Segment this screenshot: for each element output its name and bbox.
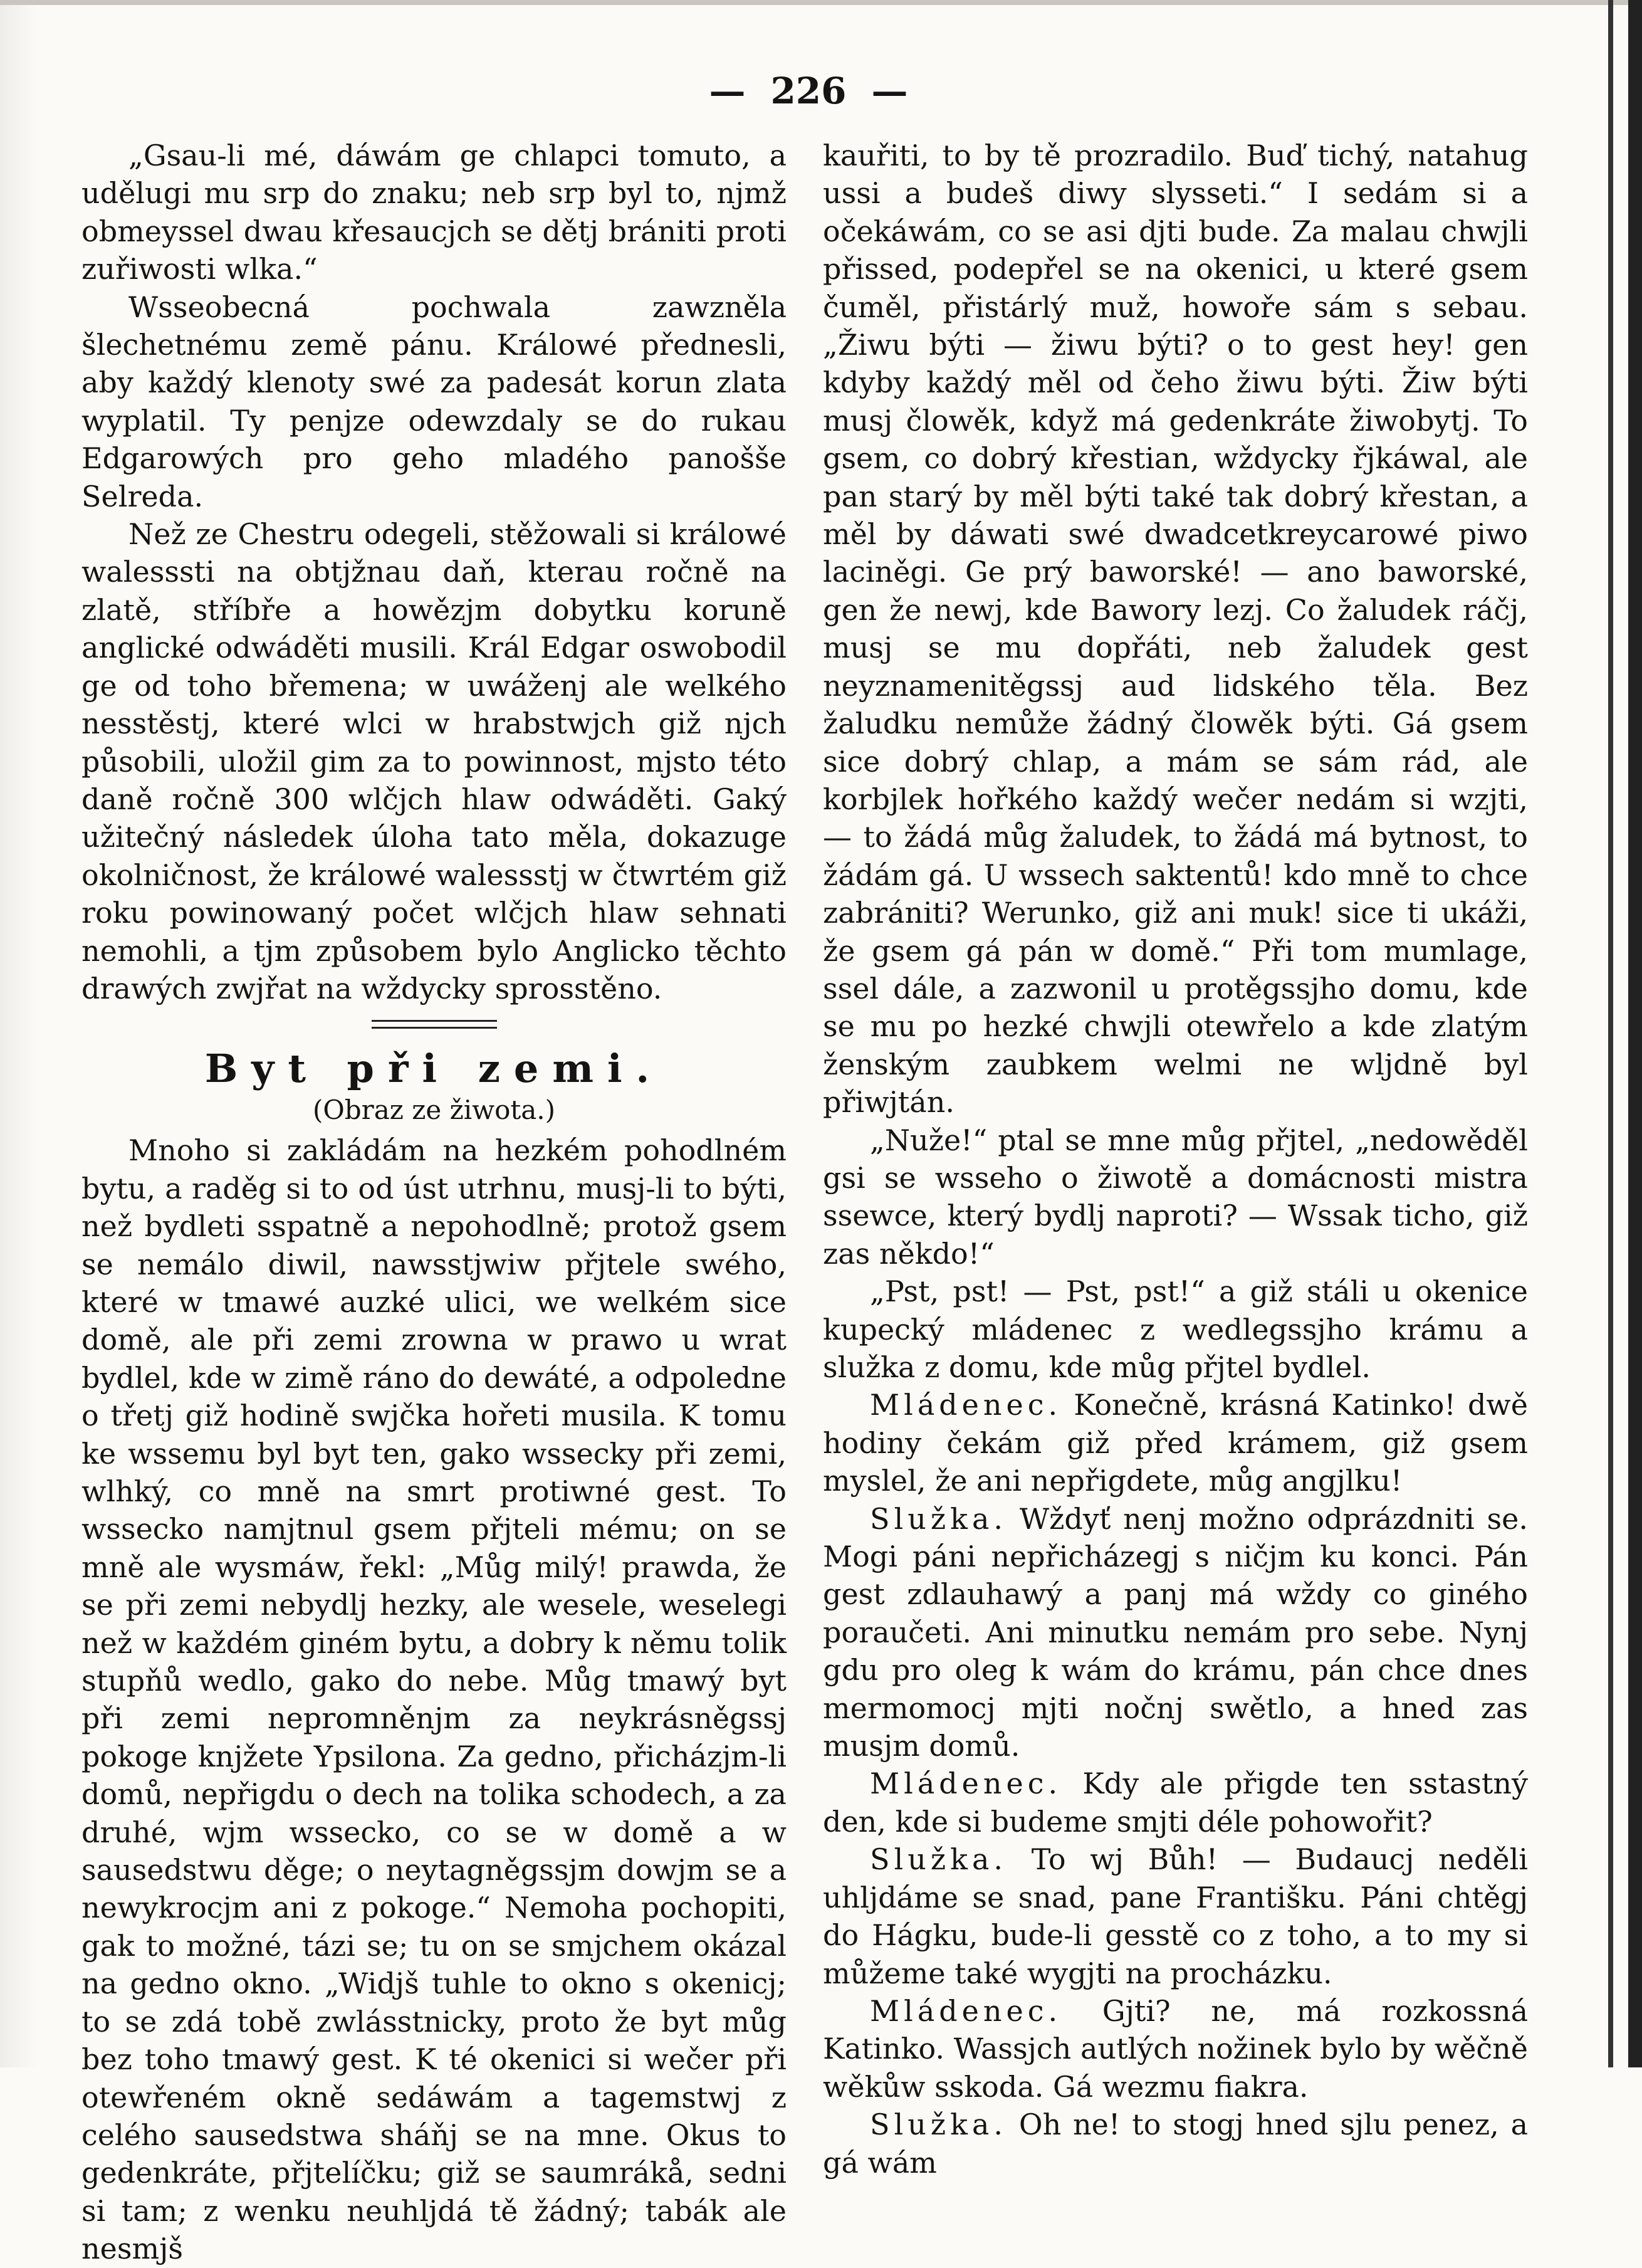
dialogue-text: Kdy ale přigde ten sstastný den, kde si budeme smjti déle pohowořit? [823,1767,1529,1839]
dialogue-text: Konečně, krásná Katinko! dwě hodiny čekám giž před krámem, giž gsem myslel, že ani nepřigdete, můg angjlku! [823,1388,1528,1498]
scan-right-edge [1628,0,1642,2067]
speaker-name: Mládenec. [870,1388,1062,1422]
page-header [689,63,928,119]
right-column [823,137,1528,2181]
left-paragraphs-before [81,137,787,1007]
speaker-name: Mládenec. [870,1767,1062,1801]
dialogue-text: To wj Bůh! — Budaucj neděli uhljdáme se snad, pane Františku. Páni chtěgj do Hágku, bude-li gesstě co z toho, a to my si můžeme také wygjti na procházku. [823,1842,1528,1990]
header-dash-left: — [709,70,746,112]
scan-inner-border [1608,0,1613,2067]
scan-top-edge [0,0,1642,5]
page-number: 226 [770,70,847,112]
left-column [81,137,787,2268]
article-subtitle: (Obraz ze žiwota.) [312,1095,556,1126]
paragraph: „Pst, pst! — Pst, pst!“ a giž stáli u okenice kupecký mládenec z wedlegssjho krámu a služka z domu, kde můg přjtel bydlel. [823,1274,1528,1384]
dialogue-section [823,1386,1528,2181]
paragraph: Mnoho si zakládám na hezkém pohodlném bytu, a raděg si to od úst utrhnu, musj-li to býti, než bydleti sspatně a nepohodlně; protož gsem se nemálo diwil, nawsstjwiw přjtele swého, které w tmawé auzké ulici, we welkém sice domě, ale při zemi zrowna w prawo u wrat bydlel, kde w zimě ráno do dewáté, a odpoledne o třetj giž hodině swjčka hořeti musila. K tomu ke wssemu byl byt ten, gako wssecky při zemi, wlhký, co mně na smrt protiwné gest. To wssecko namjtnul gsem přjteli mému; on se mně ale wysmáw, řekl: „Můg milý! prawda, že se při zemi nebydlj hezky, ale wesele, weselegi než w každém giném bytu, a dobry k němu tolik stupňů wedlo, gako do nebe. Můg tmawý byt při zemi nepromněnjm za neykrásněgssj pokoge knjžete Ypsilona. Za gedno, přicházjm-li domů, nepřigdu o dech na tolika schodech, a za druhé, wjm wssecko, co se w domě a w sausedstwu děge; o neytagněgssjm dowjm se a newykrocjm ani z pokoge.“ Nemoha pochopiti, gak to možné, tázi se; tu on se smjchem okázal na gedno okno. „Widjš tuhle to okno s okenicj; to se zdá tobě zwlásstnicky, proto že byt můg bez toho tmawý gest. K té okenici si wečer při otewřeném okně sedáwám a tagemstwj z celého sausedstwa sháňj se na mne. Okus to gedenkráte, přjtelíčku; giž se saumrákå, sedni si tam; z wenku neuhljdá tě žádný; tabák ale nesmjš [81,1133,787,2266]
speaker-name: Služka. [870,1842,1008,1877]
paragraph: kauřiti, to by tě prozradilo. Buď tichý, natahug ussi a budeš diwy slysseti.“ I sedám si a očekáwám, co se asi djti bude. Za malau chwjli přissed, podepřel se na okenici, u které gsem čuměl, přistárlý muž, howoře sám s sebau. „Žiwu býti — žiwu býti? o to gest hey! gen kdyby každý měl od čeho žiwu býti. Žiw býti musj člowěk, když má gedenkráte žiwobytj. To gsem, co dobrý křestian, wždycky řjkáwal, ale pan starý by měl býti také tak dobrý křestan, a měl by dáwati swé dwadcetkreycarowé piwo laciněgi. Ge prý baworské! — ano baworské, gen že newj, kde Bawory lezj. Co žaludek ráčj, musj se mu dopřáti, neb žaludek gest neyznamenitěgssj aud lidského těla. Bez žaludku nemůže žádný člowěk býti. Gá gsem sice dobrý chlap, a mám se sám rád, ale korbjlek hořkého každý wečer nedám si wzjti, — to žádá můg žaludek, to žádá má bytnost, to žádám gá. U wssech saktentů! kdo mně to chce zabrániti? Werunko, giž ani muk! sice ti ukáži, že gsem gá pán w domě.“ Při tom mumlage, ssel dále, a zazwonil u protěgssjho domu, kde se mu po hezké chwjli otewřelo a kde zlatým ženským zaubkem welmi ne wljdně byl přiwjtán. [823,139,1528,1120]
dialogue-text: Oh ne! to stogj hned sjlu penez, a gá wám [823,2108,1528,2180]
dialogue-line [823,1500,1528,1765]
dialogue-text: Wždyť nenj možno odprázdniti se. Mogi páni nepřicházegj s ničjm ku konci. Pán gest zdlauhawý a panj má wždy co giného poraučeti. Ani minutku nemám pro sebe. Nynj gdu pro oleg k wám do krámu, pán chce dnes mermomocj mjti nočnj swětlo, a hned zas musjm domů. [823,1501,1528,1763]
paragraph: „Nuže!“ ptal se mne můg přjtel, „nedowěděl gsi se wsseho o žiwotě a domácnosti mistra ssewce, který bydlj naproti? — Wssak ticho, giž zas někdo!“ [823,1123,1528,1271]
paragraph: Než ze Chestru odegeli, stěžowali si králowé walesssti na obtjžnau daň, kterau ročně na zlatě, stříbře a howězjm dobytku koruně anglické odwáděti musili. Král Edgar oswobodil ge od toho břemena; w uwáženj ale welkého nesstěstj, které wlci w hrabstwjch giž njch působili, uložil gim za to powinnost, mjsto této daně ročně 300 wlčjch hlaw odwáděti. Gaký užitečný následek úloha tato měla, dokazuge okolničnost, že králowé walessstj w čtwrtém giž roku powinowaný počet wlčjch hlaw sehnati nemohli, a tjm způsobem bylo Anglicko těchto drawých zwjřat na wždycky sprosstěno. [81,517,787,1005]
dialogue-line [823,2106,1528,2181]
dialogue-line [823,1840,1528,1992]
left-paragraphs-after [81,1131,787,2267]
right-paragraphs [823,137,1528,1386]
paragraph: Wssеobecná pochwala zawzněla šlechetnému země pánu. Králowé přednesli, aby každý klenoty swé za padesát korun zlata wyplatil. Ty penjze odewzdaly se do rukau Edgarowých pro geho mladého panošše Selreda. [81,290,787,513]
section-divider [372,1020,497,1029]
dialogue-text: Gjti? ne, má rozkossná Katinko. Wassjch autlých nožinek bylo by wěčně wěkůw sskoda. Gá wezmu fiakra. [823,1993,1529,2104]
article-title: Byt při zemi. [204,1046,664,1092]
dialogue-line [823,1386,1528,1499]
paragraph: „Gsau-li mé, dáwám ge chlapci tomuto, a udělugi mu srp do znaku; neb srp byl to, njmž obmeyssel dwau křesaucjch se dětj brániti proti zuřiwosti wlka.“ [81,139,787,286]
dialogue-line [823,1765,1528,1840]
speaker-name: Mládenec. [870,1993,1062,2028]
speaker-name: Služka. [870,2108,1008,2142]
dialogue-line [823,1992,1528,2106]
header-dash-right: — [871,70,908,112]
speaker-name: Služka. [870,1501,1008,1536]
